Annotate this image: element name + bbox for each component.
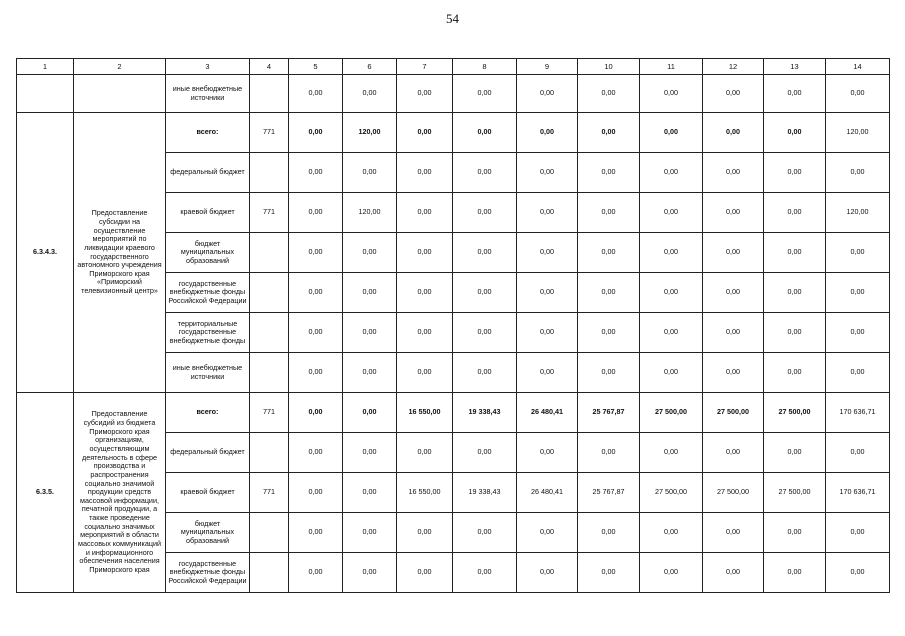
value-cell: 0,00	[578, 113, 640, 153]
value-cell: 0,00	[703, 273, 764, 313]
value-cell: 0,00	[826, 513, 890, 553]
value-cell: 0,00	[397, 193, 453, 233]
grbs-cell	[250, 433, 289, 473]
value-cell: 0,00	[826, 273, 890, 313]
grbs-cell	[250, 75, 289, 113]
source-cell: всего:	[166, 113, 250, 153]
value-cell: 0,00	[703, 75, 764, 113]
continuation-row	[17, 75, 890, 113]
value-cell: 16 550,00	[397, 393, 453, 433]
value-cell: 0,00	[703, 553, 764, 593]
value-cell: 0,00	[826, 233, 890, 273]
value-cell: 0,00	[343, 75, 397, 113]
column-header: 3	[166, 59, 250, 75]
value-cell: 0,00	[289, 393, 343, 433]
source-cell: федеральный бюджет	[166, 153, 250, 193]
value-cell: 0,00	[517, 353, 578, 393]
source-cell: территориальные государственные внебюджетные фонды	[166, 313, 250, 353]
value-cell: 26 480,41	[517, 473, 578, 513]
value-cell: 0,00	[826, 75, 890, 113]
value-cell: 0,00	[640, 353, 703, 393]
column-header: 13	[764, 59, 826, 75]
value-cell: 0,00	[578, 553, 640, 593]
code-cell	[17, 75, 74, 113]
value-cell: 0,00	[640, 233, 703, 273]
header-row	[17, 59, 890, 75]
value-cell: 27 500,00	[640, 473, 703, 513]
value-cell: 170 636,71	[826, 473, 890, 513]
value-cell: 0,00	[578, 513, 640, 553]
source-cell: бюджет муниципальных образований	[166, 233, 250, 273]
value-cell: 120,00	[343, 113, 397, 153]
grbs-cell	[250, 273, 289, 313]
value-cell: 0,00	[764, 193, 826, 233]
value-cell: 0,00	[640, 153, 703, 193]
value-cell: 0,00	[826, 553, 890, 593]
value-cell: 16 550,00	[397, 473, 453, 513]
page-number: 54	[446, 11, 459, 26]
value-cell: 0,00	[343, 233, 397, 273]
value-cell: 0,00	[453, 193, 517, 233]
value-cell: 25 767,87	[578, 393, 640, 433]
value-cell: 0,00	[343, 433, 397, 473]
value-cell: 0,00	[453, 313, 517, 353]
value-cell: 0,00	[703, 233, 764, 273]
value-cell: 0,00	[397, 113, 453, 153]
value-cell: 0,00	[640, 193, 703, 233]
value-cell: 0,00	[397, 233, 453, 273]
value-cell: 0,00	[453, 273, 517, 313]
value-cell: 0,00	[289, 353, 343, 393]
column-header: 8	[453, 59, 517, 75]
value-cell: 0,00	[453, 353, 517, 393]
description-cell	[74, 75, 166, 113]
value-cell: 0,00	[453, 75, 517, 113]
source-cell: иные внебюджетные источники	[166, 75, 250, 113]
value-cell: 0,00	[703, 353, 764, 393]
value-cell: 0,00	[289, 273, 343, 313]
value-cell: 0,00	[640, 113, 703, 153]
value-cell: 0,00	[289, 513, 343, 553]
grbs-cell	[250, 313, 289, 353]
value-cell: 0,00	[397, 513, 453, 553]
value-cell: 0,00	[578, 233, 640, 273]
value-cell: 0,00	[764, 153, 826, 193]
grbs-cell	[250, 353, 289, 393]
value-cell: 0,00	[517, 433, 578, 473]
value-cell: 0,00	[397, 75, 453, 113]
value-cell: 0,00	[517, 75, 578, 113]
section-description: Предоставление субсидии на осуществление мероприятий по ликвидации краевого государственного автономного учреждения Приморского края «Приморский телевизионный центр»	[74, 113, 166, 393]
column-header: 10	[578, 59, 640, 75]
value-cell: 0,00	[640, 433, 703, 473]
source-cell: государственные внебюджетные фонды Российской Федерации	[166, 553, 250, 593]
value-cell: 0,00	[640, 75, 703, 113]
value-cell: 0,00	[343, 313, 397, 353]
value-cell: 0,00	[289, 153, 343, 193]
section-description: Предоставление субсидий из бюджета Приморского края организациям, осуществляющим деятельность в сфере производства и распространения социально значимой продукции средств массовой информации, печатной продукции, а также проведение социально значимых мероприятий в области массовых коммуникаций и информационного обеспечения населения Приморского края	[74, 393, 166, 593]
column-header: 9	[517, 59, 578, 75]
value-cell: 0,00	[289, 553, 343, 593]
grbs-cell	[250, 553, 289, 593]
value-cell: 0,00	[764, 433, 826, 473]
value-cell: 0,00	[517, 233, 578, 273]
value-cell: 120,00	[826, 193, 890, 233]
value-cell: 0,00	[289, 113, 343, 153]
value-cell: 27 500,00	[703, 393, 764, 433]
value-cell: 0,00	[764, 233, 826, 273]
value-cell: 26 480,41	[517, 393, 578, 433]
value-cell: 0,00	[578, 75, 640, 113]
value-cell: 0,00	[826, 313, 890, 353]
value-cell: 0,00	[289, 473, 343, 513]
value-cell: 0,00	[703, 513, 764, 553]
value-cell: 19 338,43	[453, 473, 517, 513]
value-cell: 120,00	[343, 193, 397, 233]
grbs-cell	[250, 513, 289, 553]
value-cell: 0,00	[343, 553, 397, 593]
value-cell: 0,00	[397, 153, 453, 193]
value-cell: 0,00	[397, 273, 453, 313]
value-cell: 0,00	[578, 273, 640, 313]
value-cell: 0,00	[764, 313, 826, 353]
value-cell: 27 500,00	[764, 393, 826, 433]
grbs-cell	[250, 153, 289, 193]
column-header: 6	[343, 59, 397, 75]
value-cell: 0,00	[517, 273, 578, 313]
source-cell: краевой бюджет	[166, 193, 250, 233]
value-cell: 0,00	[289, 313, 343, 353]
value-cell: 0,00	[343, 273, 397, 313]
value-cell: 0,00	[640, 513, 703, 553]
value-cell: 0,00	[517, 113, 578, 153]
value-cell: 0,00	[453, 513, 517, 553]
value-cell: 0,00	[640, 273, 703, 313]
value-cell: 0,00	[578, 433, 640, 473]
value-cell: 0,00	[397, 313, 453, 353]
value-cell: 0,00	[517, 313, 578, 353]
value-cell: 0,00	[453, 433, 517, 473]
value-cell: 0,00	[289, 193, 343, 233]
source-cell: иные внебюджетные источники	[166, 353, 250, 393]
table-body	[17, 59, 890, 593]
value-cell: 0,00	[826, 433, 890, 473]
value-cell: 0,00	[703, 153, 764, 193]
value-cell: 0,00	[343, 473, 397, 513]
section-code: 6.3.5.	[17, 393, 74, 593]
budget-table	[16, 58, 890, 593]
source-cell: государственные внебюджетные фонды Российской Федерации	[166, 273, 250, 313]
value-cell: 0,00	[764, 273, 826, 313]
source-cell: всего:	[166, 393, 250, 433]
value-cell: 0,00	[397, 353, 453, 393]
value-cell: 27 500,00	[703, 473, 764, 513]
grbs-cell: 771	[250, 473, 289, 513]
value-cell: 0,00	[578, 193, 640, 233]
value-cell: 0,00	[826, 353, 890, 393]
table-row	[17, 113, 890, 153]
source-cell: бюджет муниципальных образований	[166, 513, 250, 553]
value-cell: 0,00	[764, 513, 826, 553]
value-cell: 0,00	[343, 513, 397, 553]
table-row	[17, 393, 890, 433]
value-cell: 0,00	[343, 353, 397, 393]
source-cell: краевой бюджет	[166, 473, 250, 513]
value-cell: 0,00	[453, 233, 517, 273]
value-cell: 0,00	[517, 553, 578, 593]
value-cell: 27 500,00	[764, 473, 826, 513]
column-header: 4	[250, 59, 289, 75]
grbs-cell: 771	[250, 393, 289, 433]
value-cell: 0,00	[343, 153, 397, 193]
value-cell: 27 500,00	[640, 393, 703, 433]
value-cell: 0,00	[578, 353, 640, 393]
value-cell: 0,00	[517, 153, 578, 193]
value-cell: 0,00	[640, 313, 703, 353]
value-cell: 0,00	[703, 433, 764, 473]
value-cell: 0,00	[578, 153, 640, 193]
value-cell: 170 636,71	[826, 393, 890, 433]
grbs-cell	[250, 233, 289, 273]
column-header: 1	[17, 59, 74, 75]
value-cell: 0,00	[764, 353, 826, 393]
value-cell: 0,00	[289, 433, 343, 473]
value-cell: 0,00	[453, 113, 517, 153]
value-cell: 0,00	[453, 553, 517, 593]
value-cell: 0,00	[578, 313, 640, 353]
value-cell: 0,00	[764, 553, 826, 593]
value-cell: 0,00	[289, 75, 343, 113]
value-cell: 0,00	[826, 153, 890, 193]
value-cell: 0,00	[703, 193, 764, 233]
column-header: 11	[640, 59, 703, 75]
value-cell: 19 338,43	[453, 393, 517, 433]
grbs-cell: 771	[250, 193, 289, 233]
value-cell: 0,00	[764, 113, 826, 153]
column-header: 2	[74, 59, 166, 75]
column-header: 14	[826, 59, 890, 75]
column-header: 12	[703, 59, 764, 75]
grbs-cell: 771	[250, 113, 289, 153]
value-cell: 0,00	[517, 193, 578, 233]
value-cell: 0,00	[764, 75, 826, 113]
value-cell: 0,00	[289, 233, 343, 273]
value-cell: 120,00	[826, 113, 890, 153]
value-cell: 0,00	[517, 513, 578, 553]
value-cell: 0,00	[397, 433, 453, 473]
value-cell: 25 767,87	[578, 473, 640, 513]
value-cell: 0,00	[703, 113, 764, 153]
value-cell: 0,00	[343, 393, 397, 433]
section-code: 6.3.4.3.	[17, 113, 74, 393]
value-cell: 0,00	[640, 553, 703, 593]
source-cell: федеральный бюджет	[166, 433, 250, 473]
value-cell: 0,00	[453, 153, 517, 193]
column-header: 7	[397, 59, 453, 75]
value-cell: 0,00	[703, 313, 764, 353]
column-header: 5	[289, 59, 343, 75]
value-cell: 0,00	[397, 553, 453, 593]
